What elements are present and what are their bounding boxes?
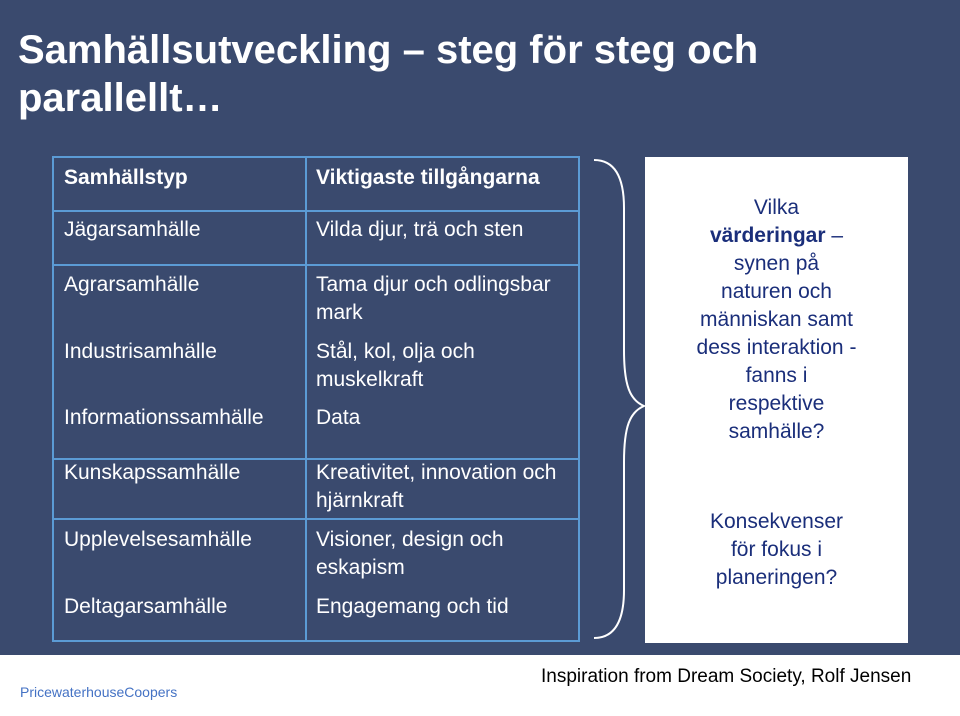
asset-cell: Visioner, design och eskapism [316, 528, 504, 579]
source-credit: Inspiration from Dream Society, Rolf Jensen [541, 666, 912, 687]
society-cell: Informationssamhälle [64, 406, 264, 429]
question-box [645, 157, 908, 643]
values-question-intro: Vilka [753, 196, 800, 219]
header-divider [54, 210, 578, 212]
asset-cell: Kreativitet, innovation och hjärnkraft [316, 461, 557, 512]
column-divider [305, 158, 307, 640]
society-cell: Deltagarsamhälle [64, 595, 228, 618]
header-society-type: Samhällstyp [64, 166, 188, 189]
society-cell: Jägarsamhälle [64, 218, 201, 241]
values-keyword: värderingar [709, 224, 826, 247]
asset-cell: Stål, kol, olja och muskelkraft [316, 340, 475, 391]
company-logo: PricewaterhouseCoopers [20, 684, 178, 700]
society-cell: Agrarsamhälle [64, 273, 200, 296]
society-table [52, 156, 580, 642]
row-divider [54, 264, 578, 266]
consequences-question: Konsekvenser för fokus i planeringen? [709, 510, 844, 589]
society-cell: Upplevelsesamhälle [64, 528, 252, 551]
page-title: Samhällsutveckling – steg för steg och parallellt… [18, 28, 759, 120]
values-question [645, 194, 908, 446]
asset-cell: Engagemang och tid [316, 595, 509, 618]
values-question-body: – synen på naturen och människan samt dess interaktion - fanns i respektive samhälle? [696, 224, 857, 443]
asset-cell: Vilda djur, trä och sten [316, 218, 524, 241]
asset-cell: Data [316, 406, 361, 429]
header-key-assets: Viktigaste tillgångarna [316, 166, 540, 189]
society-cell: Industrisamhälle [64, 340, 217, 363]
asset-cell: Tama djur och odlingsbar mark [316, 273, 551, 324]
curly-brace-icon [580, 150, 650, 650]
society-cell: Kunskapssamhälle [64, 461, 241, 484]
row-divider [54, 518, 578, 520]
